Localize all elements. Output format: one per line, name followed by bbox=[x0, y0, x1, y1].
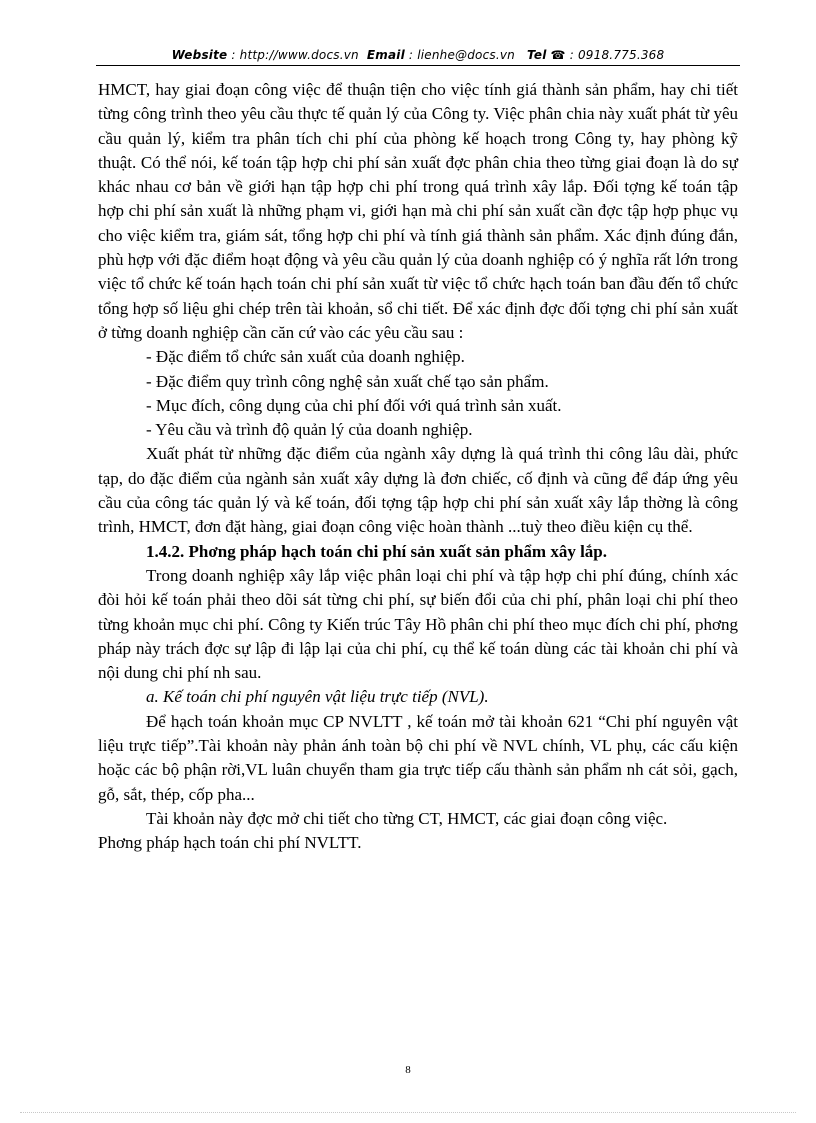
paragraph: Để hạch toán khoản mục CP NVLTT , kế toán mở tài khoản 621 “Chi phí nguyên vật liệu trực tiếp”.Tài khoản này phản ánh toàn bộ chi phí về NVL chính, VL phụ, các cấu kiện hoặc các bộ phận rời,VL luân chuyển tham gia trực tiếp cấu thành sản phẩm nh cát sỏi, gạch, gỗ, sắt, thép, cốp pha... bbox=[98, 711, 738, 804]
paragraph: Phơng pháp hạch toán chi phí NVLTT. bbox=[98, 833, 362, 853]
email-label: Email bbox=[366, 48, 405, 62]
tel-label: Tel bbox=[527, 48, 547, 62]
paragraph: Tài khoản này đợc mở chi tiết cho từng CT, HMCT, các giai đoạn công việc. bbox=[146, 808, 668, 828]
page-bottom-rule bbox=[20, 1112, 796, 1113]
paragraph-intro: HMCT, hay giai đoạn công việc để thuận tiện cho việc tính giá thành sản phẩm, hay chi tiết từng công trình theo yêu cầu thực tế quản lý của Công ty. Việc phân chia này xuất phát từ yêu cầu quản lý, kiểm tra phân tích chi phí của phòng kế hoạch trong Công ty, hay phòng kỹ thuật. Có thể nói, kế toán tập hợp chi phí sản xuất đợc phân chia theo từng giai đoạn là do sự khác nhau cơ bản về giới hạn tập hợp chi phí trong quá trình xây lắp. Đối tợng kế toán tập hợp chi phí sản xuất là những phạm vi, giới hạn mà chi phí sản xuất cần đợc tập hợp phục vụ cho việc kiểm tra, giám sát, tổng hợp chi phí và tính giá thành sản phẩm. Xác định đúng đắn, phù hợp với đặc điểm hoạt động và yêu cầu quản lý của doanh nghiệp có ý nghĩa rất lớn trong việc tổ chức kế toán hạch toán chi phí sản xuất từ việc tổ chức hạch toán ban đầu đến tổ chức tổng hợp số liệu ghi chép trên tài khoản, sổ chi tiết. Để xác định đợc đối tợng chi phí sản xuất ở từng doanh nghiệp cần căn cứ vào các yêu cầu sau : bbox=[98, 80, 738, 342]
list-item: - Đặc điểm quy trình công nghệ sản xuất chế tạo sản phẩm. bbox=[146, 371, 549, 391]
website-label: Website bbox=[171, 48, 228, 62]
page-header: Website : http://www.docs.vn Email : lienhe@docs.vn Tel ☎ : 0918.775.368 bbox=[96, 48, 740, 66]
paragraph: Trong doanh nghiệp xây lắp việc phân loại chi phí và tập hợp chi phí đúng, chính xác đòi hỏi kế toán phải theo dõi sát từng chi phí, sự biến đổi của chi phí, phân loại chi phí theo từng khoản mục chi phí. Công ty Kiến trúc Tây Hồ phân chi phí theo mục đích chi phí, phơng pháp này trách đợc sự lập đi lập lại của chi phí, cụ thể kế toán dùng các tài khoản chi phí và nội dung chi phí nh sau. bbox=[98, 565, 738, 683]
paragraph: Xuất phát từ những đặc điểm của ngành xây dựng là quá trình thi công lâu dài, phức tạp, do đặc điểm của ngành sản xuất xây dựng là đơn chiếc, cố định và cũng để đáp ứng yêu cầu của công tác quản lý và kế toán, đối tợng tập hợp chi phí sản xuất xây lắp thờng là công trình, HMCT, đơn đặt hàng, giai đoạn công việc hoàn thành ...tuỳ theo điều kiện cụ thể. bbox=[98, 444, 738, 537]
section-heading: 1.4.2. Phơng pháp hạch toán chi phí sản xuất sản phẩm xây lắp. bbox=[146, 541, 608, 561]
subsection-heading: a. Kế toán chi phí nguyên vật liệu trực tiếp (NVL). bbox=[146, 687, 489, 707]
list-item: - Mục đích, công dụng của chi phí đối với quá trình sản xuất. bbox=[146, 395, 562, 415]
list-item: - Đặc điểm tổ chức sản xuất của doanh nghiệp. bbox=[146, 347, 465, 367]
tel-value: : 0918.775.368 bbox=[565, 48, 665, 62]
email-link[interactable]: lienhe@docs.vn bbox=[417, 48, 515, 62]
document-body bbox=[98, 78, 738, 856]
page-number: 8 bbox=[405, 1064, 411, 1076]
list-item: - Yêu cầu và trình độ quản lý của doanh nghiệp. bbox=[146, 420, 473, 440]
phone-icon: ☎ bbox=[550, 48, 566, 62]
website-link[interactable]: http://www.docs.vn bbox=[239, 48, 359, 62]
